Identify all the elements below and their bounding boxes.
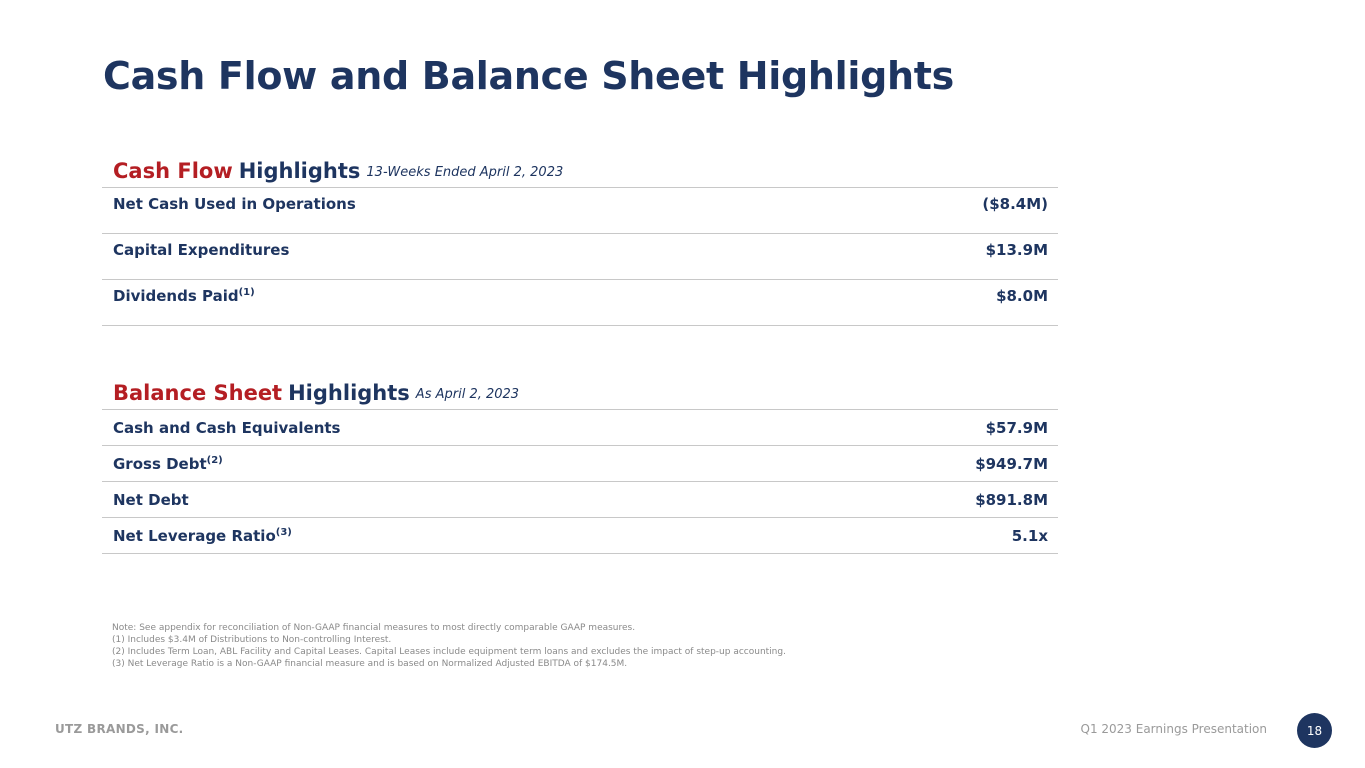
footnote: (1) Includes $3.4M of Distributions to Non-controlling Interest. (112, 635, 392, 645)
row-value: $949.7M (975, 454, 1048, 473)
footnote: (3) Net Leverage Ratio is a Non-GAAP financial measure and is based on Normalized Adjusted EBITDA of $174.5M. (112, 659, 628, 669)
row-value: ($8.4M) (982, 195, 1048, 213)
row-label: Cash and Cash Equivalents (113, 418, 341, 437)
table-row (102, 518, 1058, 554)
row-label: Capital Expenditures (113, 241, 290, 259)
table-row (102, 446, 1058, 482)
row-label: Net Debt (113, 490, 189, 509)
table-row (102, 410, 1058, 446)
row-value: $13.9M (985, 241, 1048, 259)
row-label: Gross Debt$^{(2)}$ (113, 454, 223, 473)
footnote: (2) Includes Term Loan, ABL Facility and Capital Leases. Capital Leases include equipment term loans and excludes the impact of step-up accounting. (112, 647, 786, 657)
row-label: Dividends Paid$^{(1)}$ (113, 287, 255, 305)
row-label: Net Cash Used in Operations (113, 195, 356, 213)
balance-sheet-section (102, 378, 1058, 554)
balance-sheet-subtitle: As April 2, 2023 (415, 387, 520, 402)
company-name: UTZ BRANDS, INC. (55, 722, 184, 736)
table-row (102, 482, 1058, 518)
presentation-name: Q1 2023 Earnings Presentation (1080, 722, 1267, 736)
balance-sheet-heading-red: Balance Sheet (113, 381, 283, 405)
footnote: Note: See appendix for reconciliation of Non-GAAP financial measures to most directly comparable GAAP measures. (112, 623, 636, 633)
row-value: 5.1x (1011, 526, 1048, 545)
cash-flow-header (102, 156, 1058, 188)
cash-flow-heading-blue: Highlights (238, 159, 361, 183)
row-label: Net Leverage Ratio$^{(3)}$ (113, 526, 292, 545)
balance-sheet-header (102, 378, 1058, 410)
page-title: Cash Flow and Balance Sheet Highlights (103, 54, 954, 98)
page-number: 18 (1306, 723, 1323, 738)
cash-flow-section (102, 156, 1058, 326)
row-value: $8.0M (996, 287, 1048, 305)
page-number-badge (1297, 713, 1332, 748)
row-value: $57.9M (985, 418, 1048, 437)
table-row (102, 234, 1058, 280)
cash-flow-subtitle: 13-Weeks Ended April 2, 2023 (366, 165, 564, 180)
row-value: $891.8M (975, 490, 1048, 509)
balance-sheet-heading-blue: Highlights (288, 381, 410, 405)
footnotes (112, 622, 912, 670)
table-row (102, 188, 1058, 234)
table-row (102, 280, 1058, 326)
cash-flow-heading-red: Cash Flow (113, 159, 233, 183)
